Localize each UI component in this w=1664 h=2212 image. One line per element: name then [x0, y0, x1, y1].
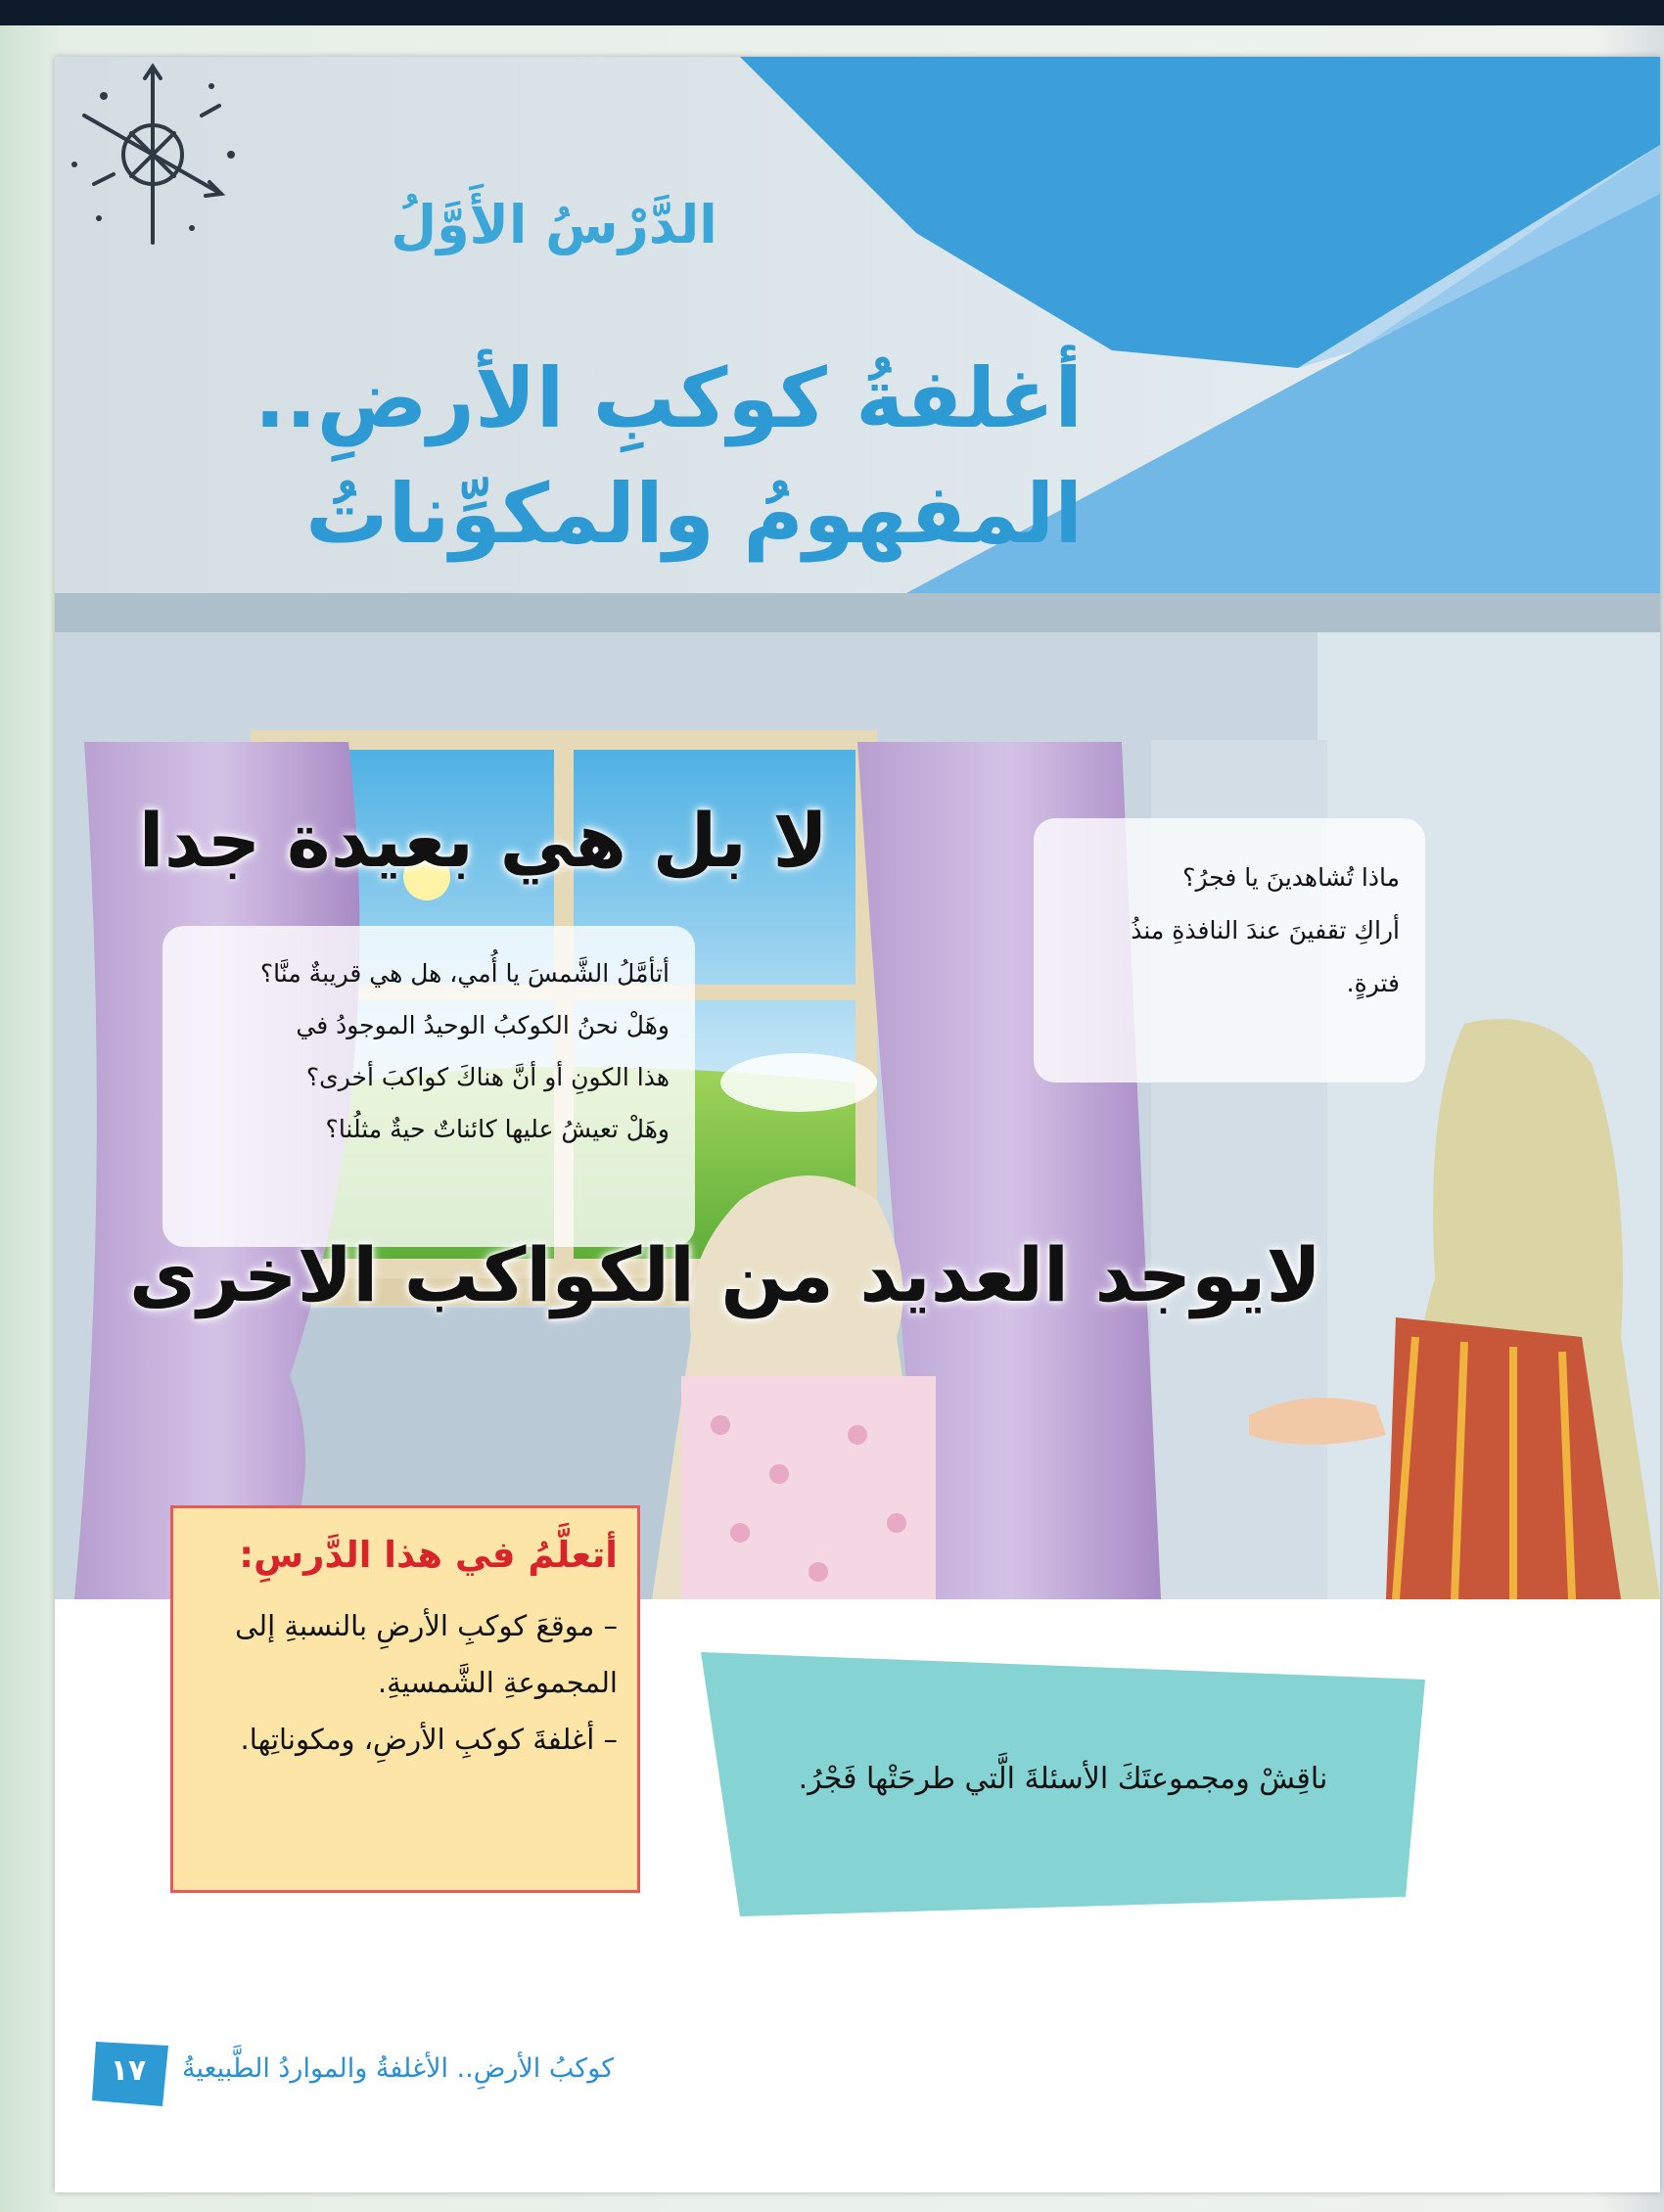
mother-speech-bubble — [1034, 818, 1425, 1083]
lesson-title — [114, 341, 1083, 572]
unit-title-footer: كوكبُ الأرضِ.. الأغلفةُ والمواردُ الطَّبيعيةُ — [182, 2053, 615, 2084]
lesson-title-line-2: المفهومُ والمكوِّناتُ — [305, 466, 1083, 562]
mother-bubble-line: أراكِ تقفينَ عندَ النافذةِ منذُ — [1131, 916, 1400, 945]
compass-icon — [55, 57, 251, 253]
learning-objective-item: – أغلفةَ كوكبِ الأرضِ، ومكوناتِها. — [240, 1723, 618, 1756]
answer-overlay-2: لايوجد العديد من الكواكب الاخرى — [128, 1231, 1322, 1318]
mother-bubble-line: فترةٍ. — [1346, 969, 1400, 997]
answer-overlay-1: لا بل هي بعيدة جدا — [138, 797, 828, 884]
page-number: ١٧ — [110, 2053, 147, 2088]
lesson-header — [55, 57, 1660, 593]
learning-objective-item: – موقعَ كوكبِ الأرضِ بالنسبةِ إلى المجموعةِ الشَّمسيةِ. — [235, 1609, 618, 1699]
girl-speech-bubble — [162, 926, 695, 1247]
girl-bubble-line: أتأمَّلُ الشَّمسَ يا أُمي، هل هي قريبةٌ منَّا؟ — [259, 959, 670, 988]
learning-objectives-box — [170, 1505, 640, 1893]
lesson-title-line-1: أغلفةُ كوكبِ الأرضِ.. — [254, 350, 1083, 446]
textbook-page — [55, 57, 1660, 2192]
girl-bubble-line: هذا الكونِ أو أنَّ هناكَ كواكبَ أخرى؟ — [305, 1063, 670, 1091]
learning-objectives-title: أتعلَّمُ في هذا الدَّرسِ: — [239, 1534, 618, 1576]
discussion-text: ناقِشْ ومجموعتَكَ الأسئلةَ الَّتي طرحَتْها فَجْرُ. — [798, 1762, 1328, 1796]
girl-bubble-line: وهَلْ تعيشُ عليها كائناتٌ حيةٌ مثلُنا؟ — [325, 1115, 670, 1143]
discussion-prompt — [701, 1652, 1425, 1916]
lesson-number-label: الدَّرْسُ الأَوَّلُ — [391, 194, 717, 255]
mother-bubble-line: ماذا تُشاهدينَ يا فجرُ؟ — [1182, 863, 1400, 892]
girl-bubble-line: وهَلْ نحنُ الكوكبُ الوحيدُ الموجودُ في — [296, 1011, 670, 1039]
